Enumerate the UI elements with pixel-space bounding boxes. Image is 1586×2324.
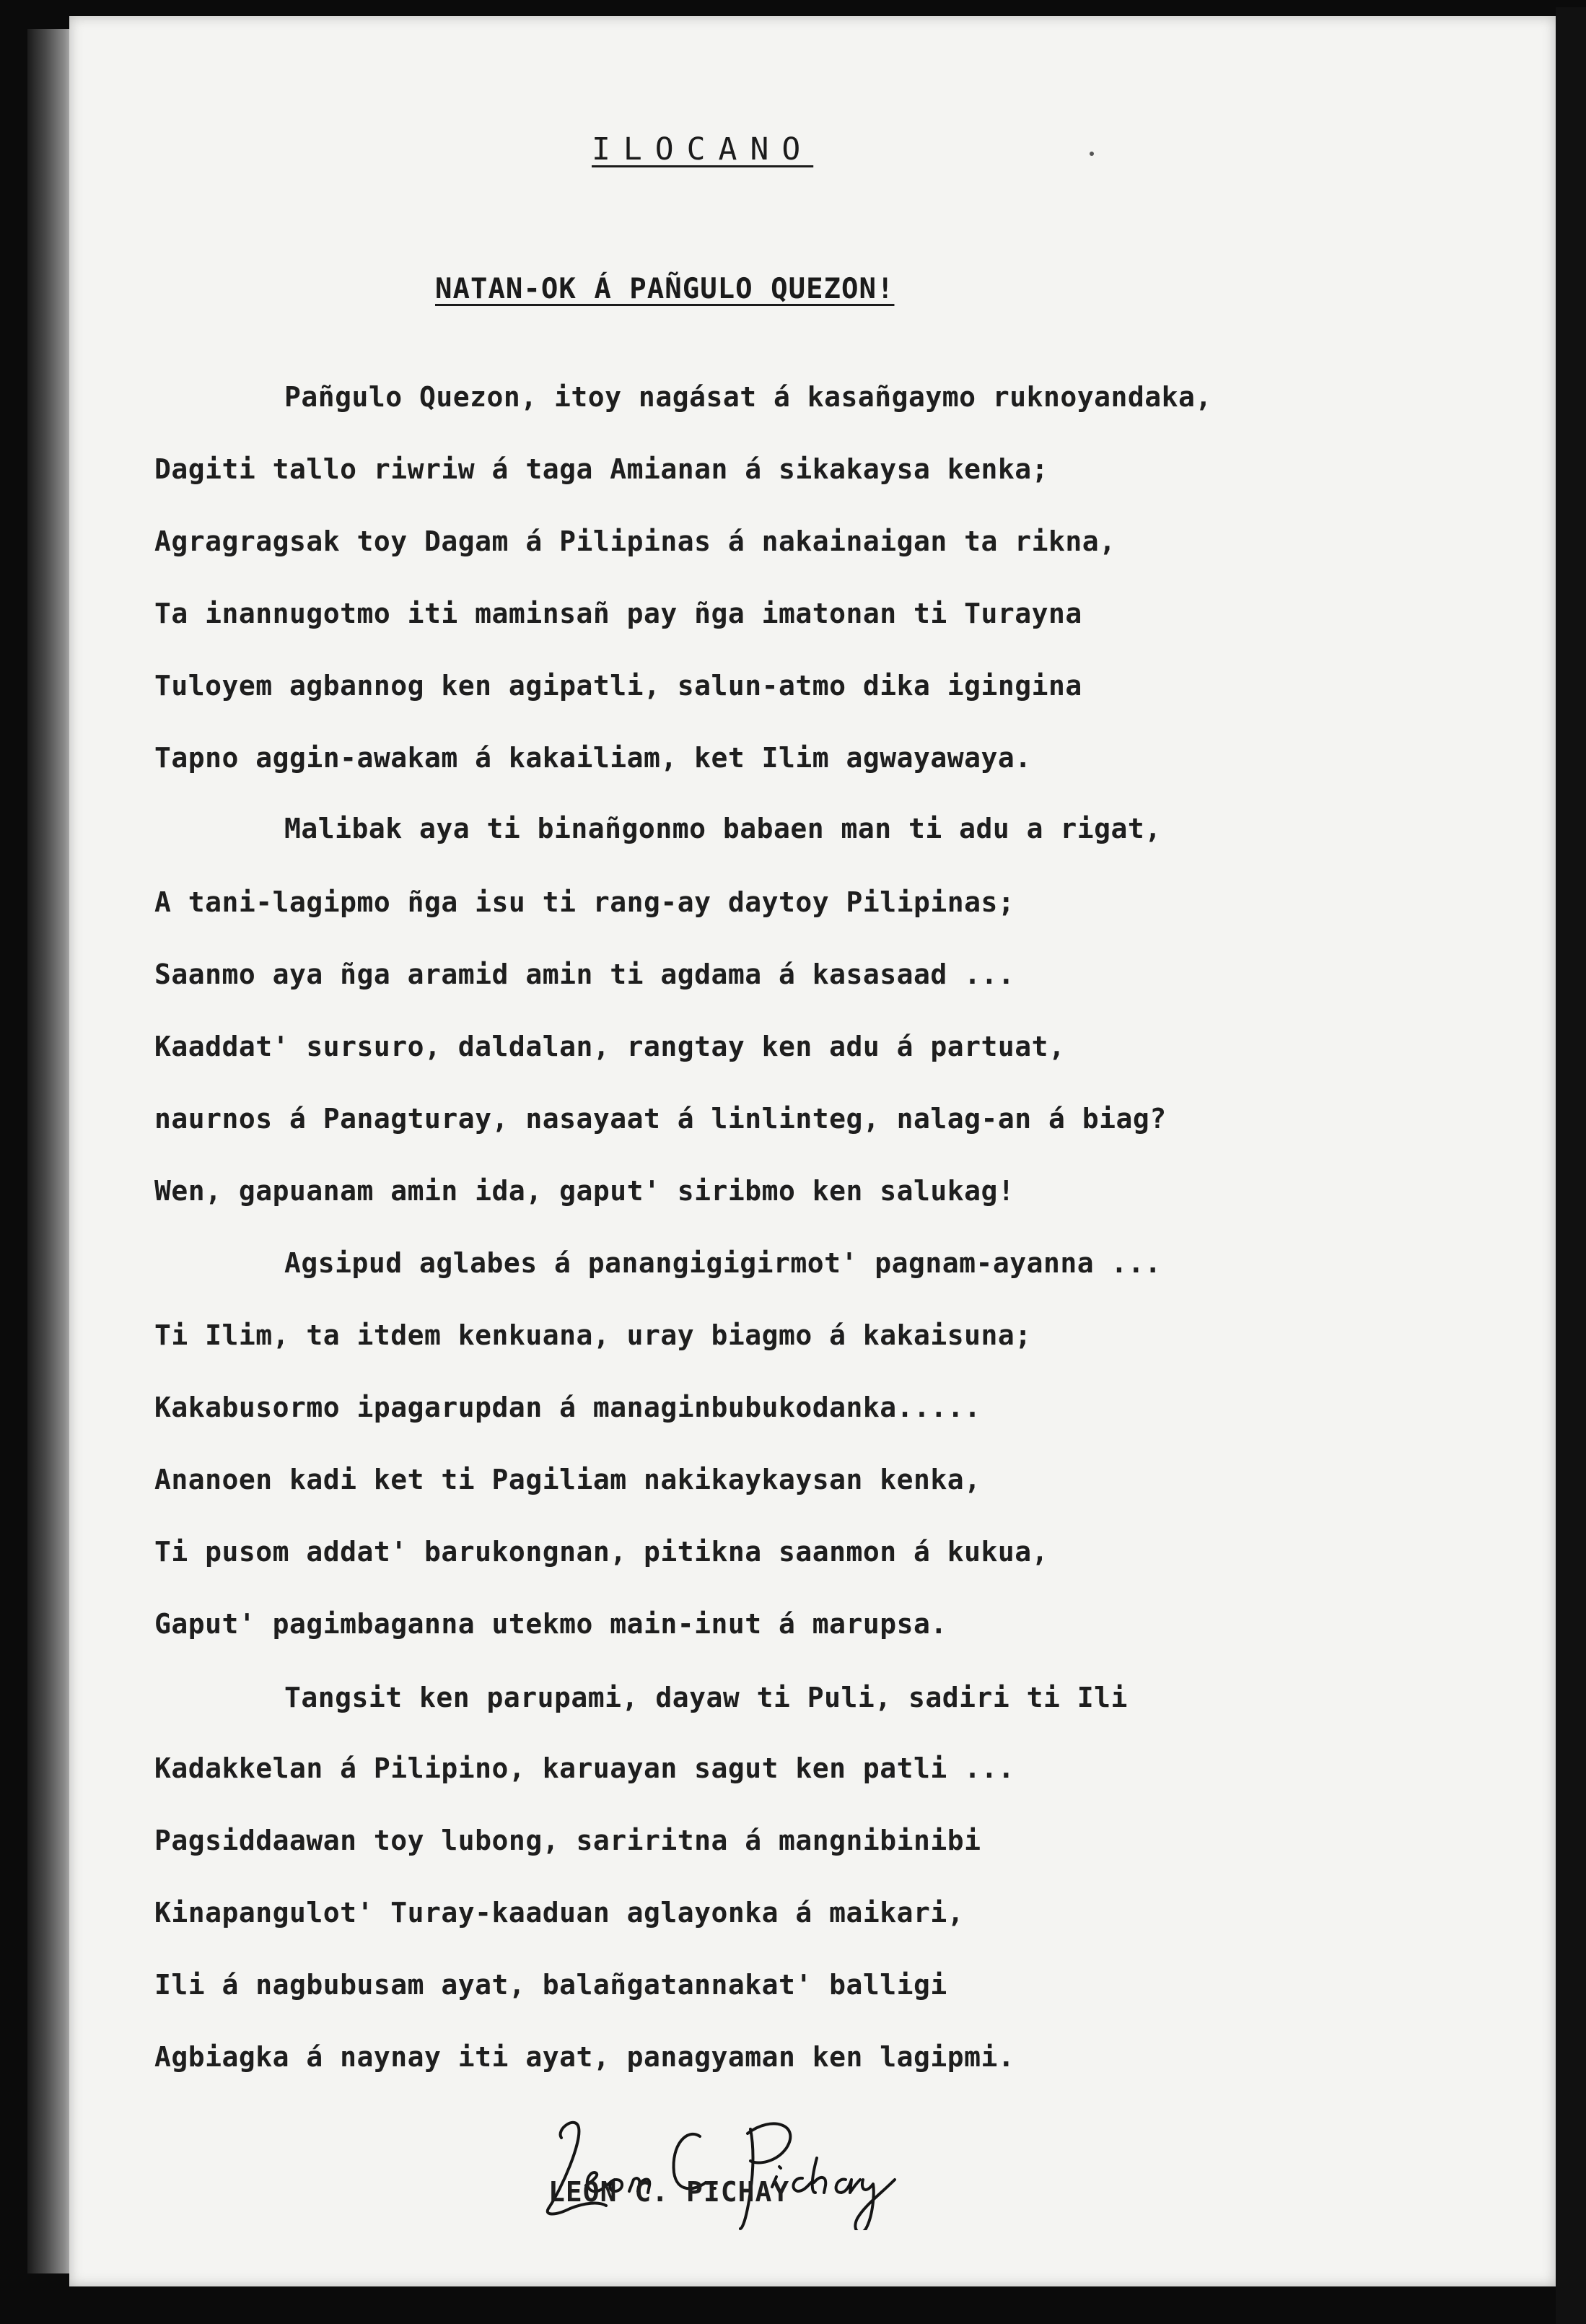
paper-speck <box>1090 152 1094 156</box>
poem-line: Agragragsak toy Dagam á Pilipinas á nakainaigan ta rikna, <box>154 525 1116 557</box>
signature-name: LEON C. PICHAY <box>548 2176 790 2208</box>
poem-line: Kaaddat' sursuro, daldalan, rangtay ken adu á partuat, <box>154 1031 1066 1062</box>
poem-line: Pañgulo Quezon, itoy nagásat á kasañgaymo ruknoyandaka, <box>284 381 1212 413</box>
poem-line: Kakabusormo ipagarupdan á managinbubukodanka..... <box>154 1392 981 1423</box>
poem-line: Dagiti tallo riwriw á taga Amianan á sikakaysa kenka; <box>154 453 1049 485</box>
poem-line: Ta inannugotmo iti maminsañ pay ñga imatonan ti Turayna <box>154 598 1082 629</box>
poem-line: Tapno aggin-awakam á kakailiam, ket Ilim agwayawaya. <box>154 742 1032 774</box>
poem-line: Ti Ilim, ta itdem kenkuana, uray biagmo á kakaisuna; <box>154 1319 1032 1351</box>
poem-line: Agbiagka á naynay iti ayat, panagyaman ken lagipmi. <box>154 2041 1015 2073</box>
poem-line: Malibak aya ti binañgonmo babaen man ti adu a rigat, <box>284 813 1162 844</box>
poem-line: Wen, gapuanam amin ida, gaput' siribmo ken salukag! <box>154 1175 1015 1207</box>
poem-line: Ti pusom addat' barukongnan, pitikna saanmon á kukua, <box>154 1536 1049 1568</box>
poem-line: Ananoen kadi ket ti Pagiliam nakikaykaysan kenka, <box>154 1464 981 1495</box>
handwritten-signature <box>534 2107 938 2230</box>
poem-line: Saanmo aya ñga aramid amin ti agdama á kasasaad ... <box>154 958 1015 990</box>
poem-title: NATAN-OK Á PAÑGULO QUEZON! <box>435 273 895 305</box>
poem-line: Pagsiddaawan toy lubong, sariritna á mangnibinibi <box>154 1825 981 1856</box>
poem-line: Kadakkelan á Pilipino, karuayan sagut ken patli ... <box>154 1752 1015 1784</box>
poem-line: Gaput' pagimbaganna utekmo main-inut á marupsa. <box>154 1608 947 1640</box>
poem-line: Tuloyem agbannog ken agipatli, salun-atmo dika igingina <box>154 670 1082 702</box>
poem-line: A tani-lagipmo ñga isu ti rang-ay daytoy Pilipinas; <box>154 886 1015 918</box>
document-heading: ILOCANO <box>592 131 814 167</box>
poem-line: Ili á nagbubusam ayat, balañgatannakat' balligi <box>154 1969 947 2001</box>
poem-line: Kinapangulot' Turay-kaaduan aglayonka á maikari, <box>154 1897 965 1928</box>
poem-line: naurnos á Panagturay, nasayaat á linlinteg, nalag-an á biag? <box>154 1103 1167 1135</box>
poem-line: Tangsit ken parupami, dayaw ti Puli, sadiri ti Ili <box>284 1682 1128 1713</box>
poem-line: Agsipud aglabes á panangigigirmot' pagnam-ayanna ... <box>284 1247 1162 1279</box>
